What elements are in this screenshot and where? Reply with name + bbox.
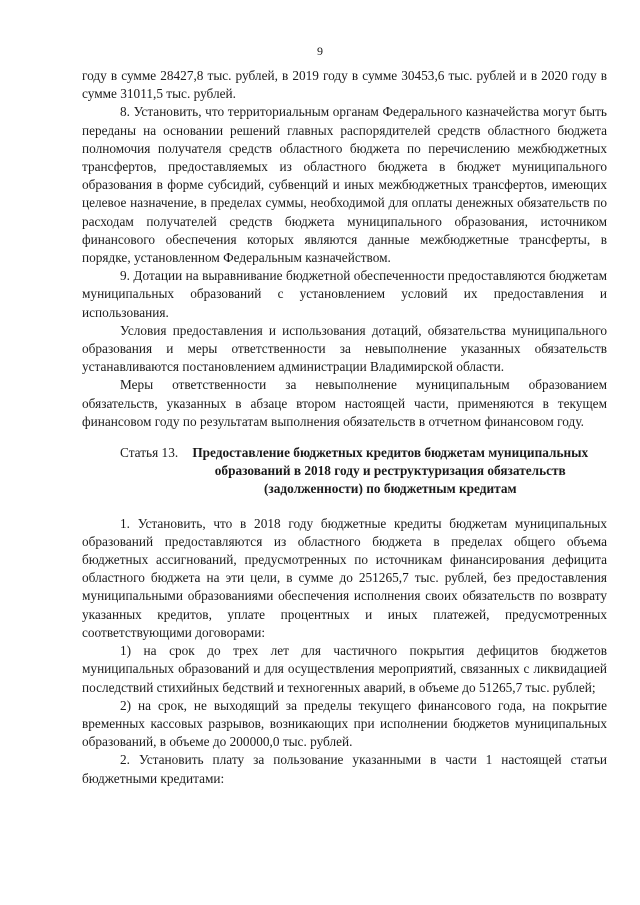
paragraph-item-1: 1. Установить, что в 2018 году бюджетные кредиты бюджетам муниципальных образований предоставляются из областного бюджета в пределах общего объема бюджетных ассигнований, предусмотренных по источникам финансирования дефицита областного бюджета на эти цели, в сумме до 251265,7 тыс. рублей, без предоставления муниципальными образованиями обеспечения исполнения своих обязательств по возврату указанных кредитов, уплате процентных и иных платежей, предусмотренных соответствующими договорами:	[82, 515, 607, 640]
article-heading	[82, 444, 607, 499]
article-number: Статья 13.	[120, 445, 182, 461]
paragraph-subitem-1: 1) на срок до трех лет для частичного покрытия дефицитов бюджетов муниципальных образований и для осуществления мероприятий, связанных с ликвидацией последствий стихийных бедствий и техногенных аварий, в объеме до 51265,7 тыс. рублей;	[82, 643, 607, 695]
paragraph-item-8: 8. Установить, что территориальным органам Федерального казначейства могут быть переданы на основании решений главных распорядителей средств областного бюджета полномочия получателя средств областного бюджета по перечислению межбюджетных трансфертов, предоставляемых из областного бюджета в бюджет муниципального образования в форме субсидий, субвенций и иных межбюджетных трансфертов, имеющих целевое назначение, в пределах суммы, необходимой для оплаты денежных обязательств по расходам получателей средств бюджета муниципального образования, источником финансового обеспечения которых являются данные межбюджетные трансферты, в порядке, установленном Федеральным казначейством.	[82, 104, 607, 266]
paragraph-subitem-2: 2) на срок, не выходящий за пределы текущего финансового года, на покрытие временных кассовых разрывов, возникающих при исполнении бюджетов муниципальных образований, в объеме до 200000,0 тыс. рублей.	[82, 697, 607, 750]
paragraph-item-2: 2. Установить плату за пользование указанными в части 1 настоящей статьи бюджетными кредитами:	[82, 752, 607, 786]
article-title: Предоставление бюджетных кредитов бюджетам муниципальных образований в 2018 году и реструктуризация обязательств (задолженности) по бюджетным кредитам	[192, 445, 589, 497]
paragraph-conditions: Условия предоставления и использования дотаций, обязательства муниципального образования и меры ответственности за невыполнение указанных обязательств устанавливаются постановлением администрации Владимирской области.	[82, 322, 607, 375]
document-body	[82, 67, 607, 788]
paragraph-liability: Меры ответственности за невыполнение муниципальным образованием обязательств, указанных в абзаце втором настоящей части, применяются в текущем финансовом году по результатам выполнения обязательств в отчетном финансовом году.	[82, 377, 607, 429]
paragraph-item-9: 9. Дотации на выравнивание бюджетной обеспеченности предоставляются бюджетам муниципальных образований с установлением условий их предоставления и использования.	[82, 268, 607, 320]
page-number: 9	[317, 44, 323, 58]
paragraph-continuation: году в сумме 28427,8 тыс. рублей, в 2019 году в сумме 30453,6 тыс. рублей и в 2020 году в сумме 31011,5 тыс. рублей.	[82, 68, 607, 102]
